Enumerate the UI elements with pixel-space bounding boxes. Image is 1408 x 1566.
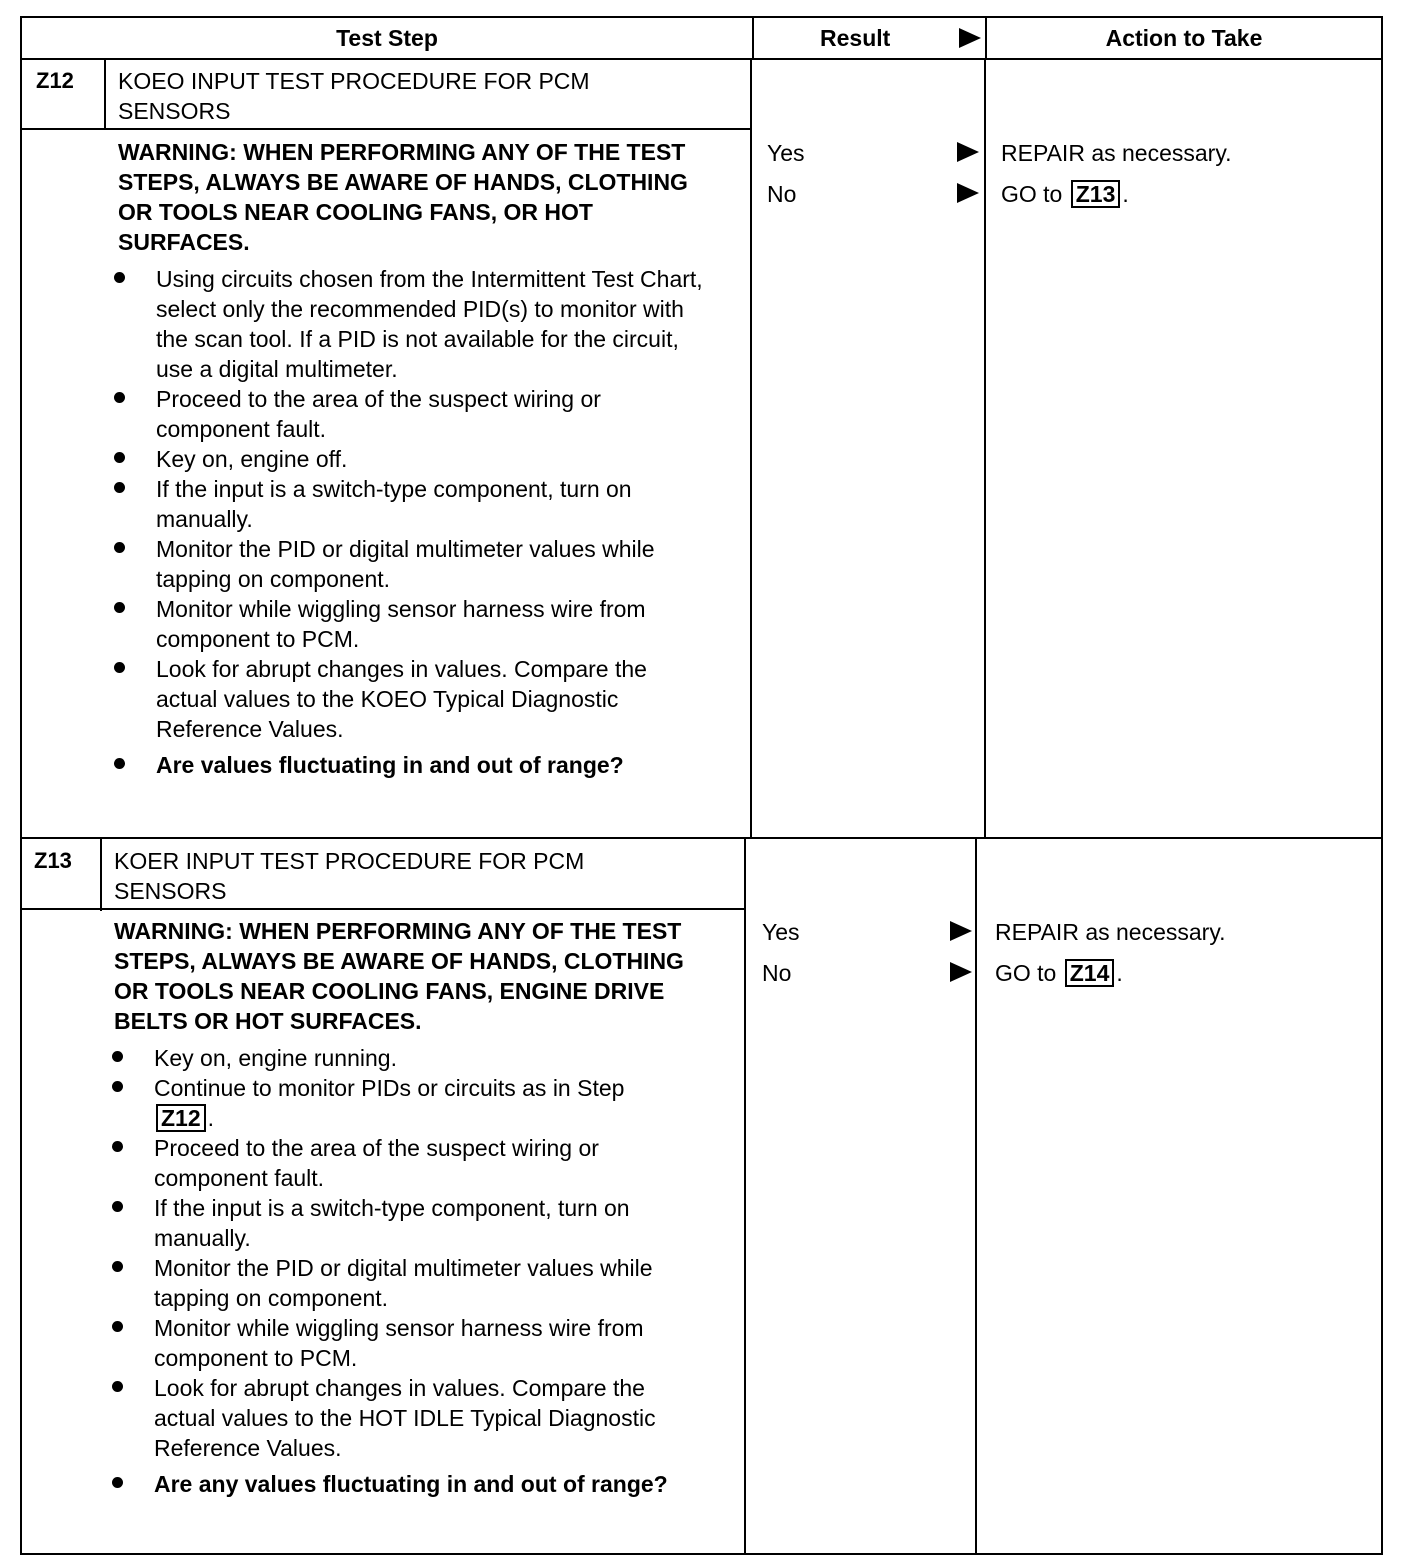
bullet-icon <box>114 758 125 769</box>
bullet-icon <box>112 1381 123 1392</box>
bullet-icon <box>112 1321 123 1332</box>
list-item: Monitor the PID or digital multimeter values while tapping on component. <box>114 534 714 594</box>
step-id: Z13 <box>34 848 72 873</box>
step-ref-z13[interactable]: Z13 <box>1071 180 1121 208</box>
result-yes: Yes <box>762 919 800 945</box>
list-item: Proceed to the area of the suspect wiring or component fault. <box>114 384 714 444</box>
question-item: Are values fluctuating in and out of range? <box>114 750 714 780</box>
result-yes: Yes <box>767 140 805 166</box>
action-repair: REPAIR as necessary. <box>1001 140 1232 166</box>
list-item: Look for abrupt changes in values. Compare the actual values to the HOT IDLE Typical Diagnostic Reference Values. <box>112 1373 712 1463</box>
list-item: Monitor while wiggling sensor harness wire from component to PCM. <box>114 594 714 654</box>
result-arrow-icon <box>957 142 979 162</box>
header-result: Result <box>820 25 891 51</box>
header-action: Action to Take <box>1105 25 1263 51</box>
bullet-icon <box>112 1141 123 1152</box>
bullet-icon <box>114 602 125 613</box>
header-test-step: Test Step <box>336 25 438 51</box>
divider <box>752 18 754 60</box>
step-title: KOEO INPUT TEST PROCEDURE FOR PCM SENSORS <box>118 68 590 124</box>
bullet-icon <box>114 392 125 403</box>
list-item: Key on, engine running. <box>112 1043 712 1073</box>
action-go-to: GO to Z13 . <box>1001 181 1129 207</box>
step-id: Z12 <box>36 68 74 93</box>
warning-text: WARNING: WHEN PERFORMING ANY OF THE TEST STEPS, ALWAYS BE AWARE OF HANDS, CLOTHING OR TOOLS NEAR COOLING FANS, OR HOT SURFACES. <box>118 139 688 255</box>
divider <box>744 839 746 1555</box>
header-arrow-icon <box>959 28 981 48</box>
divider <box>750 60 752 839</box>
bullet-icon <box>112 1261 123 1272</box>
list-item: Look for abrupt changes in values. Compare the actual values to the KOEO Typical Diagnostic Reference Values. <box>114 654 714 744</box>
action-repair: REPAIR as necessary. <box>995 919 1226 945</box>
divider <box>984 60 986 839</box>
test-step-table <box>20 16 1383 1555</box>
result-arrow-icon <box>957 183 979 203</box>
list-item: Proceed to the area of the suspect wiring or component fault. <box>112 1133 712 1193</box>
divider <box>985 18 987 60</box>
divider <box>975 839 977 1555</box>
result-arrow-icon <box>950 962 972 982</box>
warning-text: WARNING: WHEN PERFORMING ANY OF THE TEST STEPS, ALWAYS BE AWARE OF HANDS, CLOTHING OR TOOLS NEAR COOLING FANS, ENGINE DRIVE BELTS OR HOT SURFACES. <box>114 918 684 1034</box>
step-ref-z14[interactable]: Z14 <box>1065 959 1115 987</box>
list-item: Using circuits chosen from the Intermittent Test Chart, select only the recommended PID(s) to monitor with the scan tool. If a PID is not available for the circuit, use a digital multimeter. <box>114 264 714 384</box>
section-divider <box>22 837 1381 839</box>
result-arrow-icon <box>950 921 972 941</box>
list-item: If the input is a switch-type component, turn on manually. <box>114 474 714 534</box>
bullet-icon <box>114 482 125 493</box>
list-item: Key on, engine off. <box>114 444 714 474</box>
result-no: No <box>767 181 797 207</box>
result-no: No <box>762 960 792 986</box>
action-go-to: GO to Z14 . <box>995 960 1123 986</box>
list-item: If the input is a switch-type component, turn on manually. <box>112 1193 712 1253</box>
table-header <box>22 18 1381 60</box>
divider <box>104 60 106 130</box>
divider <box>100 839 102 911</box>
bullet-icon <box>112 1477 123 1488</box>
bullet-icon <box>114 272 125 283</box>
step-bullet-list <box>114 264 714 780</box>
step-title: KOER INPUT TEST PROCEDURE FOR PCM SENSORS <box>114 848 585 904</box>
divider <box>22 908 746 910</box>
bullet-icon <box>114 452 125 463</box>
bullet-icon <box>112 1081 123 1092</box>
list-item: Monitor while wiggling sensor harness wire from component to PCM. <box>112 1313 712 1373</box>
bullet-icon <box>114 662 125 673</box>
bullet-icon <box>112 1201 123 1212</box>
question-item: Are any values fluctuating in and out of range? <box>112 1469 712 1499</box>
divider <box>22 128 752 130</box>
list-item: Monitor the PID or digital multimeter values while tapping on component. <box>112 1253 712 1313</box>
step-bullet-list <box>112 1043 712 1499</box>
list-item: Continue to monitor PIDs or circuits as in Step Z12 . <box>112 1073 712 1133</box>
bullet-icon <box>114 542 125 553</box>
bullet-icon <box>112 1051 123 1062</box>
step-ref-z12[interactable]: Z12 <box>156 1104 206 1132</box>
